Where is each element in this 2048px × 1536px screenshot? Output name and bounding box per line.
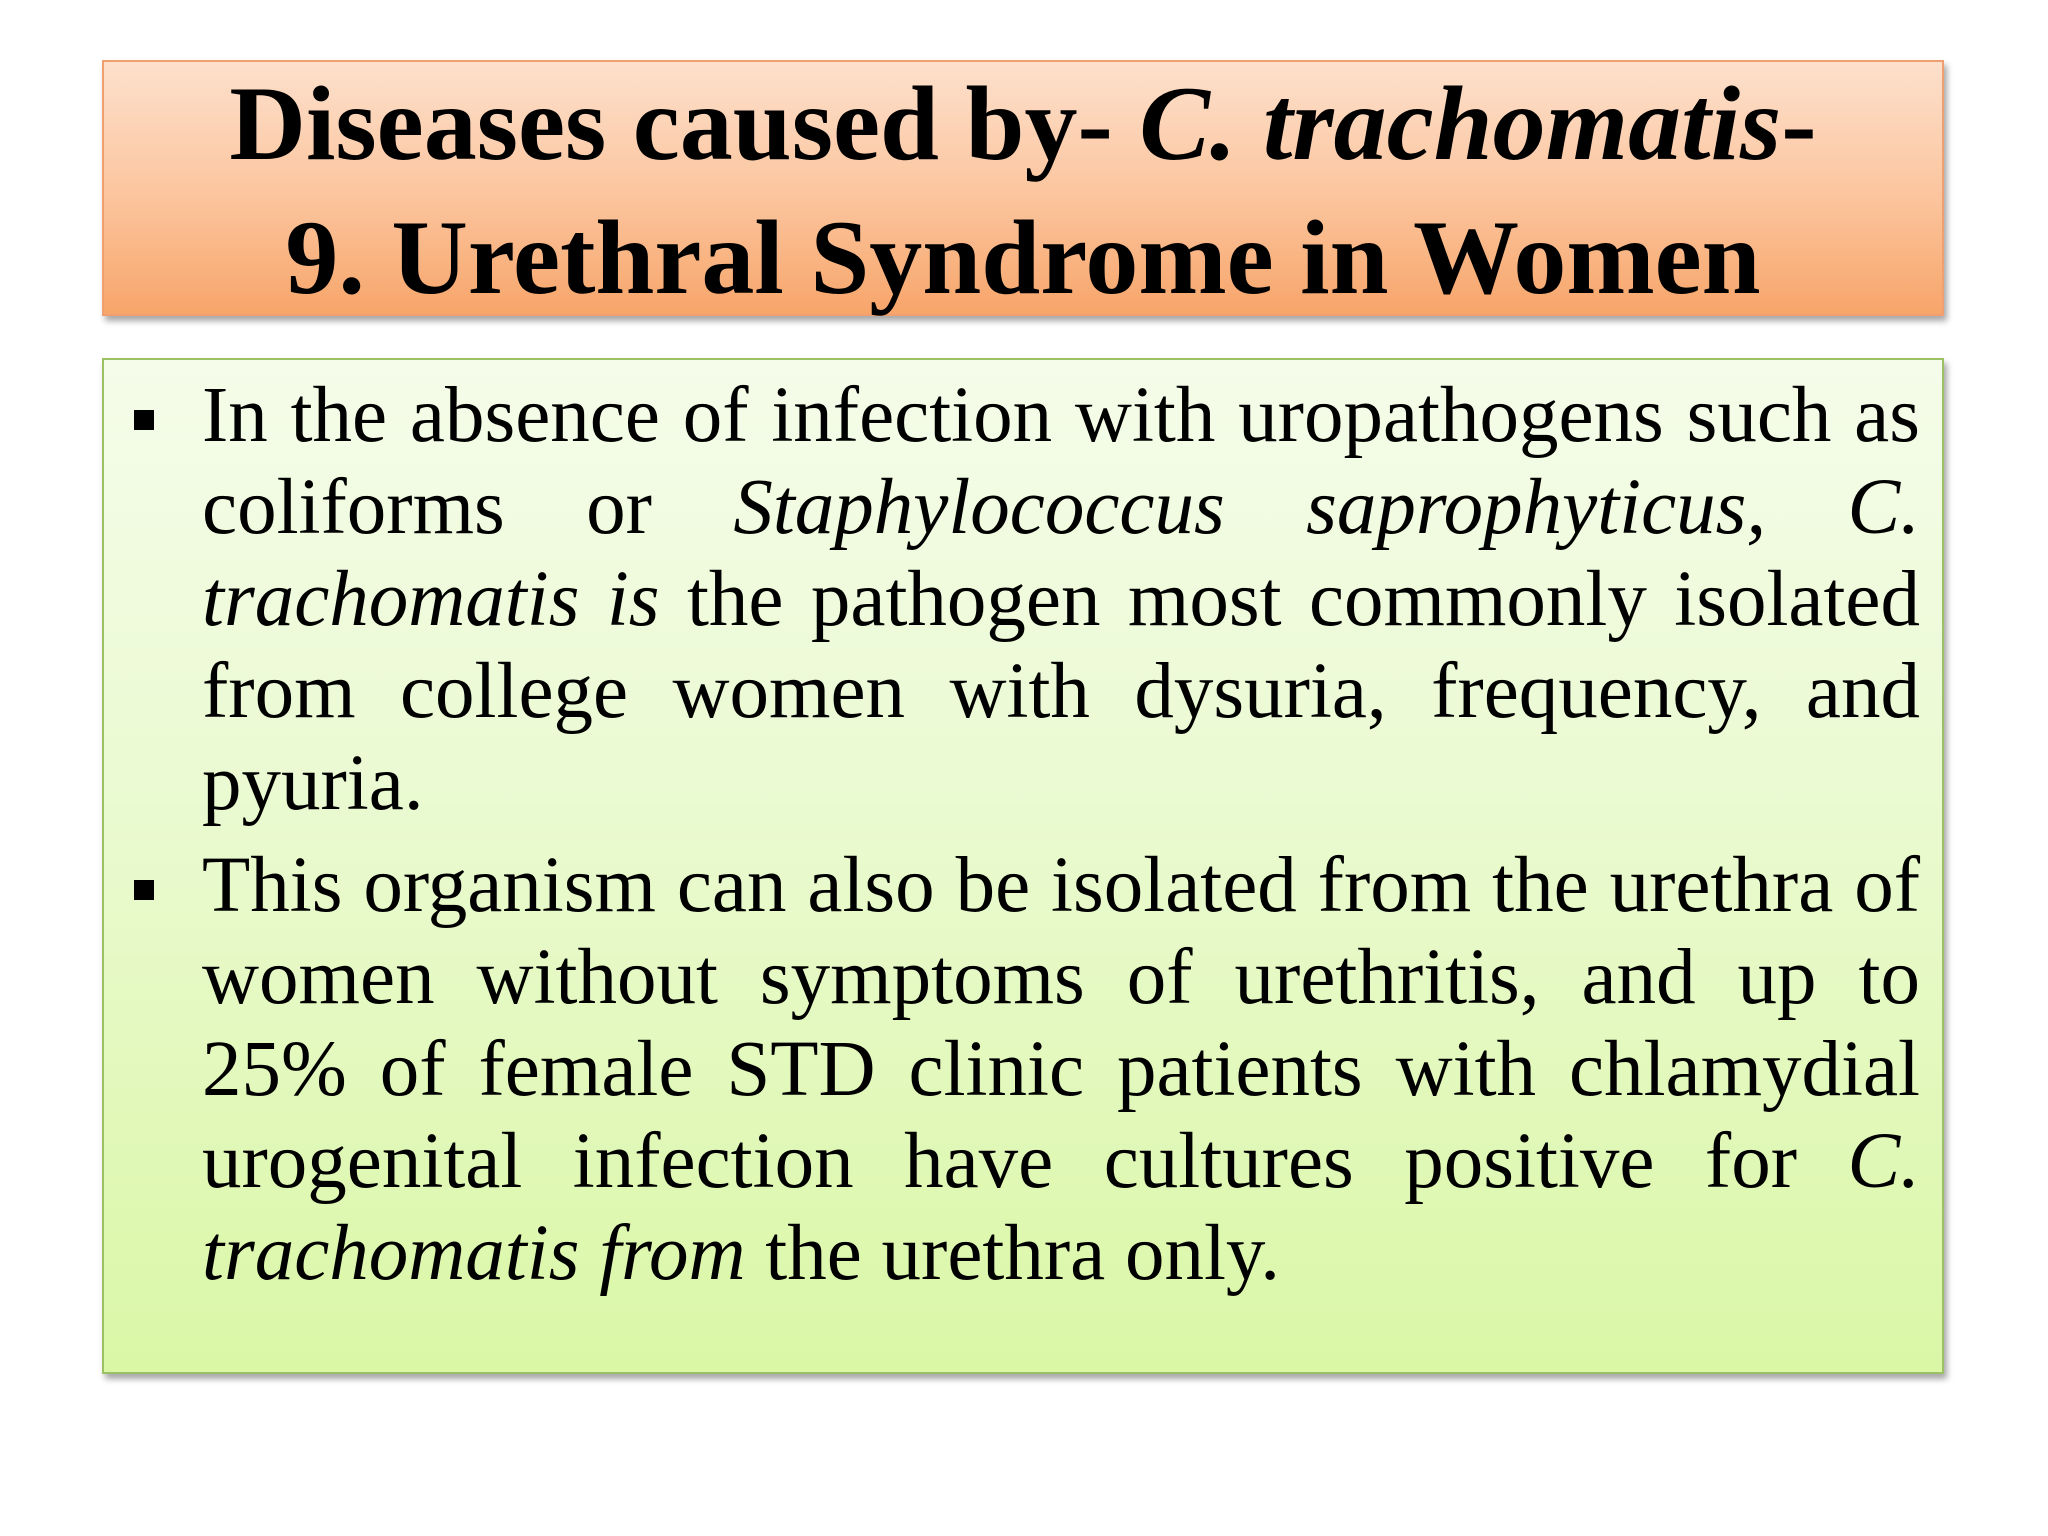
bullet-item [104, 840, 1942, 1300]
slide-title-box [102, 60, 1944, 316]
slide-title-line-2: 9. Urethral Syndrome in Women [285, 199, 1761, 316]
square-bullet-icon [134, 410, 154, 430]
bullet-italic-text: Staphylococcus saprophyticus, C. trachomatis is [202, 464, 1920, 643]
title-text: Diseases caused by- [229, 65, 1140, 182]
slide-title-line-1 [104, 57, 1942, 191]
title-dash: - [1781, 65, 1817, 182]
slide-content-box [102, 358, 1944, 1374]
bullet-text: the pathogen most commonly isolated from college women with dysuria, frequency, and pyuria. [202, 556, 1920, 827]
bullet-text: the urethra only. [745, 1210, 1281, 1297]
square-bullet-icon [134, 880, 154, 900]
bullet-list [104, 370, 1942, 1300]
bullet-text: This organism can also be isolated from the urethra of women without symptoms of urethritis, and up to 25% of female STD clinic patients with chlamydial urogenital infection have cultures positive for [202, 842, 1920, 1205]
bullet-item [104, 370, 1942, 830]
title-italic-organism: C. trachomatis [1139, 65, 1782, 182]
bullet-text: In the absence of infection with uropathogens such as coliforms or [202, 372, 1920, 551]
bullet-italic-text: C. trachomatis from [202, 1118, 1920, 1297]
